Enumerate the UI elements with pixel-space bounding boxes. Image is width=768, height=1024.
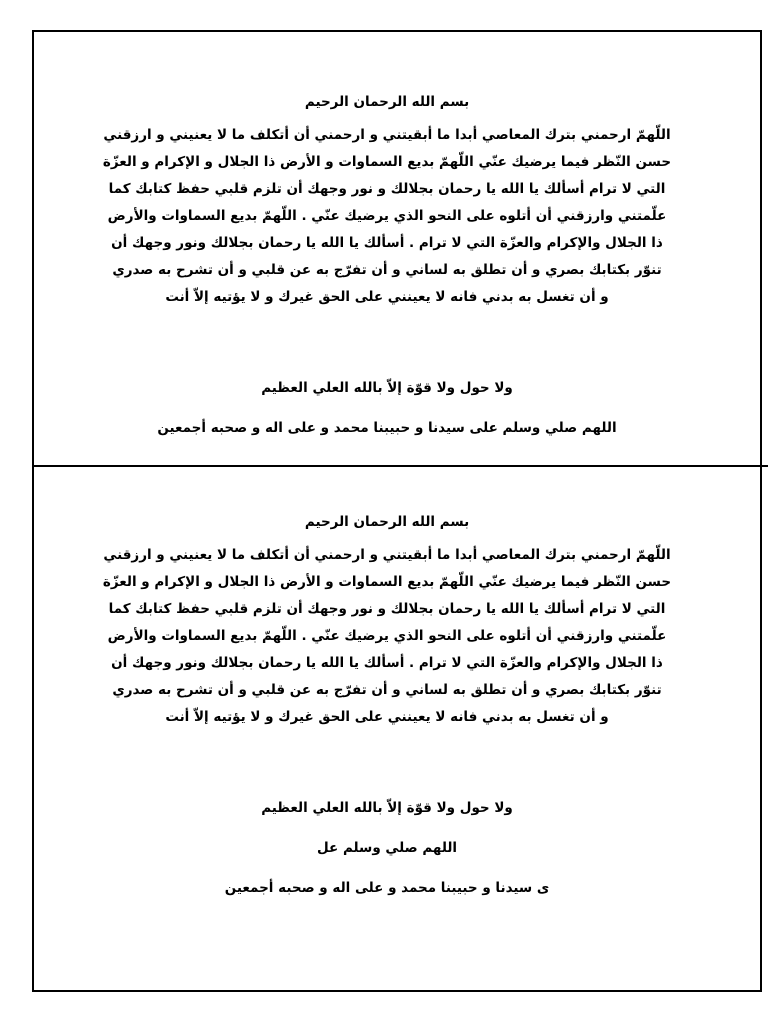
section-heading: بسم الله الرحمان الرحيم	[304, 514, 470, 530]
body-line: ذا الجلال والإكرام والعزّة التي لا ترام . أسألك يا الله يا رحمان بجلالك ونور وجهك أن	[111, 655, 663, 671]
body-line: علّمتني وارزقني أن أتلوه على النحو الذي يرضيك عنّي . اللّهمّ بديع السماوات والأرض	[107, 208, 667, 224]
section-divider	[32, 465, 768, 467]
closing-line: ولا حول ولا قوّة إلاّ بالله العلي العظيم	[261, 380, 513, 396]
section-body	[60, 122, 714, 362]
body-line: ذا الجلال والإكرام والعزّة التي لا ترام . أسألك يا الله يا رحمان بجلالك ونور وجهك أن	[111, 235, 663, 251]
body-line: تنوّر بكتابك بصري و أن تطلق به لساني و أن تفرّج به عن قلبي و أن تشرح به صدري	[112, 262, 662, 278]
body-line: تنوّر بكتابك بصري و أن تطلق به لساني و أن تفرّج به عن قلبي و أن تشرح به صدري	[112, 682, 662, 698]
body-line: التي لا ترام أسألك يا الله يا رحمان بجلالك و نور وجهك أن تلزم قلبي حفظ كتابك كما	[108, 601, 666, 617]
closing-line: اللهم صلي وسلم عل	[316, 840, 458, 856]
body-line: و أن تغسل به بدني فانه لا يعينني على الحق غيرك و لا يؤتيه إلاّ أنت	[165, 289, 609, 305]
body-line: اللّهمّ ارحمني بترك المعاصي أبدا ما أبقيتني و ارحمني أن أتكلف ما لا يعنيني و ارزقني	[103, 127, 671, 143]
closing-line: اللهم صلي وسلم على سيدنا و حبيبنا محمد و على اله و صحبه أجمعين	[157, 420, 617, 436]
body-line: علّمتني وارزقني أن أتلوه على النحو الذي يرضيك عنّي . اللّهمّ بديع السماوات والأرض	[107, 628, 667, 644]
section-heading: بسم الله الرحمان الرحيم	[304, 94, 470, 110]
closing-line: ولا حول ولا قوّة إلاّ بالله العلي العظيم	[261, 800, 513, 816]
body-line: حسن النّظر فيما يرضيك عنّي اللّهمّ بديع السماوات و الأرض ذا الجلال و الإكرام و العزّة	[102, 154, 672, 170]
body-line: و أن تغسل به بدني فانه لا يعينني على الحق غيرك و لا يؤتيه إلاّ أنت	[165, 709, 609, 725]
section-body	[60, 542, 714, 782]
body-line: اللّهمّ ارحمني بترك المعاصي أبدا ما أبقيتني و ارحمني أن أتكلف ما لا يعنيني و ارزقني	[103, 547, 671, 563]
body-line: التي لا ترام أسألك يا الله يا رحمان بجلالك و نور وجهك أن تلزم قلبي حفظ كتابك كما	[108, 181, 666, 197]
text-section-bottom	[60, 510, 714, 900]
text-section-top	[60, 90, 714, 440]
body-line: حسن النّظر فيما يرضيك عنّي اللّهمّ بديع السماوات و الأرض ذا الجلال و الإكرام و العزّة	[102, 574, 672, 590]
closing-line: ى سيدنا و حبيبنا محمد و على اله و صحبه أجمعين	[224, 880, 550, 896]
